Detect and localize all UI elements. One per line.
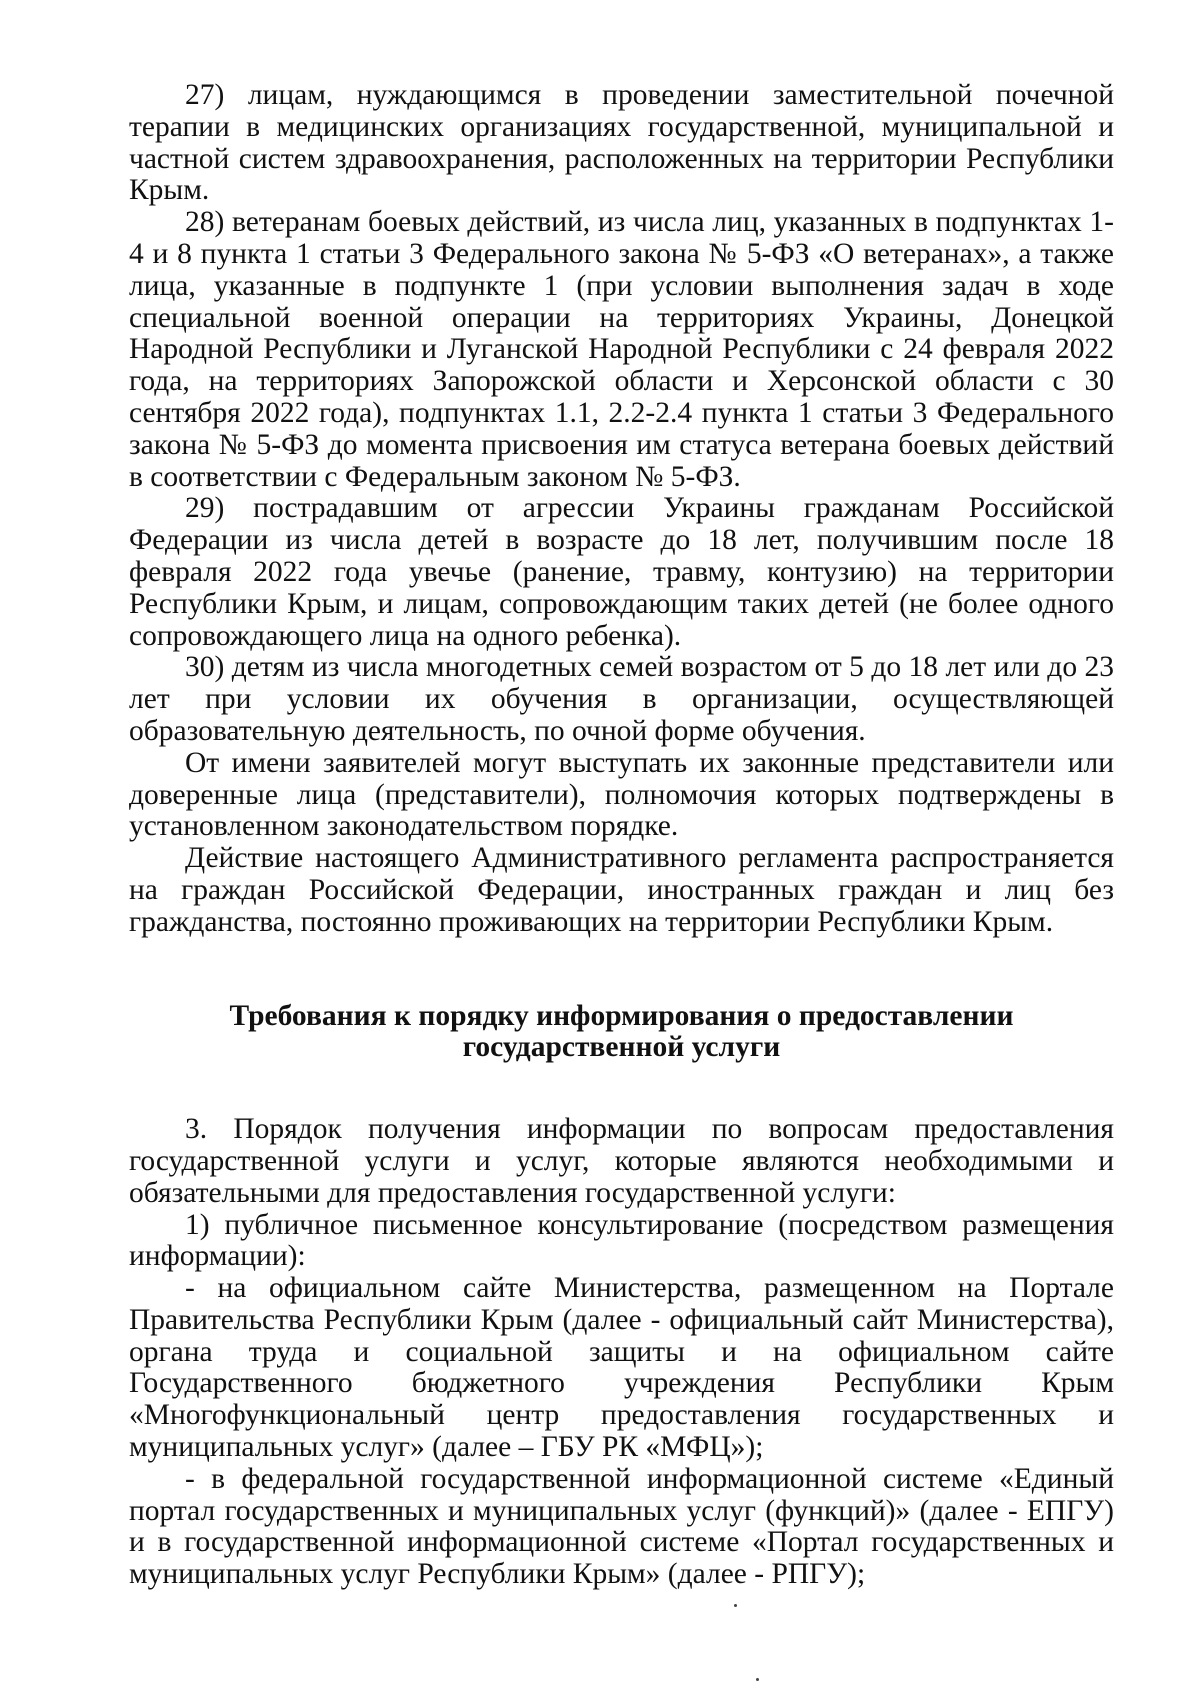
paragraph-item-28: 28) ветеранам боевых действий, из числа лиц, указанных в подпунктах 1-4 и 8 пункта 1 статьи 3 Федерального закона № 5-ФЗ «О ветеранах», а также лица, указанные в подпункте 1 (при условии выполнения задач в ходе специальной военной операции на территориях Украины, Донецкой Народной Республики и Луганской Народной Республики с 24 февраля 2022 года, на территориях Запорожской области и Херсонской области с 30 сентября 2022 года), подпунктах 1.1, 2.2-2.4 пункта 1 статьи 3 Федерального закона № 5-ФЗ до момента присвоения им статуса ветерана боевых действий в соответствии с Федеральным законом № 5-ФЗ. — [129, 206, 1114, 493]
paragraph-item-30: 30) детям из числа многодетных семей возрастом от 5 до 18 лет или до 23 лет при условии их обучения в организации, осуществляющей образовательную деятельность, по очной форме обучения. — [129, 651, 1114, 747]
paragraph-point-3: 3. Порядок получения информации по вопросам предоставления государственной услуги и услуг, которые являются необходимыми и обязательными для предоставления государственной услуги: — [129, 1113, 1114, 1209]
paragraph-subpoint-1: 1) публичное письменное консультирование (посредством размещения информации): — [129, 1208, 1114, 1273]
spacer — [129, 939, 1114, 1001]
paragraph-scope: Действие настоящего Административного регламента распространяется на граждан Российской Федерации, иностранных граждан и лиц без гражданства, постоянно проживающих на территории Республики Крым. — [129, 842, 1114, 938]
paragraph-epgu-rpgu: - в федеральной государственной информационной системе «Единый портал государственных и муниципальных услуг (функций)» (далее - ЕПГУ) и в государственной информационной системе «Портал государственных и муниципальных услуг Республики Крым» (далее - РПГУ); — [129, 1462, 1114, 1591]
paragraph-official-site: - на официальном сайте Министерства, размещенном на Портале Правительства Республики Крым (далее - официальный сайт Министерства), органа труда и социальной защиты и на официальном сайте Государственного бюджетного учреждения Республики Крым «Многофункциональный центр предоставления государственных и муниципальных услуг» (далее – ГБУ РК «МФЦ»); — [129, 1272, 1114, 1464]
scan-speck — [756, 1678, 759, 1681]
scan-speck — [734, 1604, 737, 1607]
section-heading: Требования к порядку информирования о предоставлении государственной услуги — [229, 999, 1014, 1064]
paragraph-item-29: 29) пострадавшим от агрессии Украины гражданам Российской Федерации из числа детей в возрасте до 18 лет, получившим после 18 февраля 2022 года увечье (ранение, травму, контузию) на территории Республики Крым, и лицам, сопровождающим таких детей (не более одного сопровождающего лица на одного ребенка). — [129, 492, 1114, 652]
paragraph-representatives: От имени заявителей могут выступать их законные представители или доверенные лица (представители), полномочия которых подтверждены в установленном законодательством порядке. — [129, 746, 1114, 843]
paragraph-item-27: 27) лицам, нуждающимся в проведении заместительной почечной терапии в медицинских организациях государственной, муниципальной и частной систем здравоохранения, расположенных на территории Республики Крым. — [129, 79, 1114, 207]
spacer — [129, 1064, 1114, 1114]
document-body — [129, 80, 1114, 1591]
